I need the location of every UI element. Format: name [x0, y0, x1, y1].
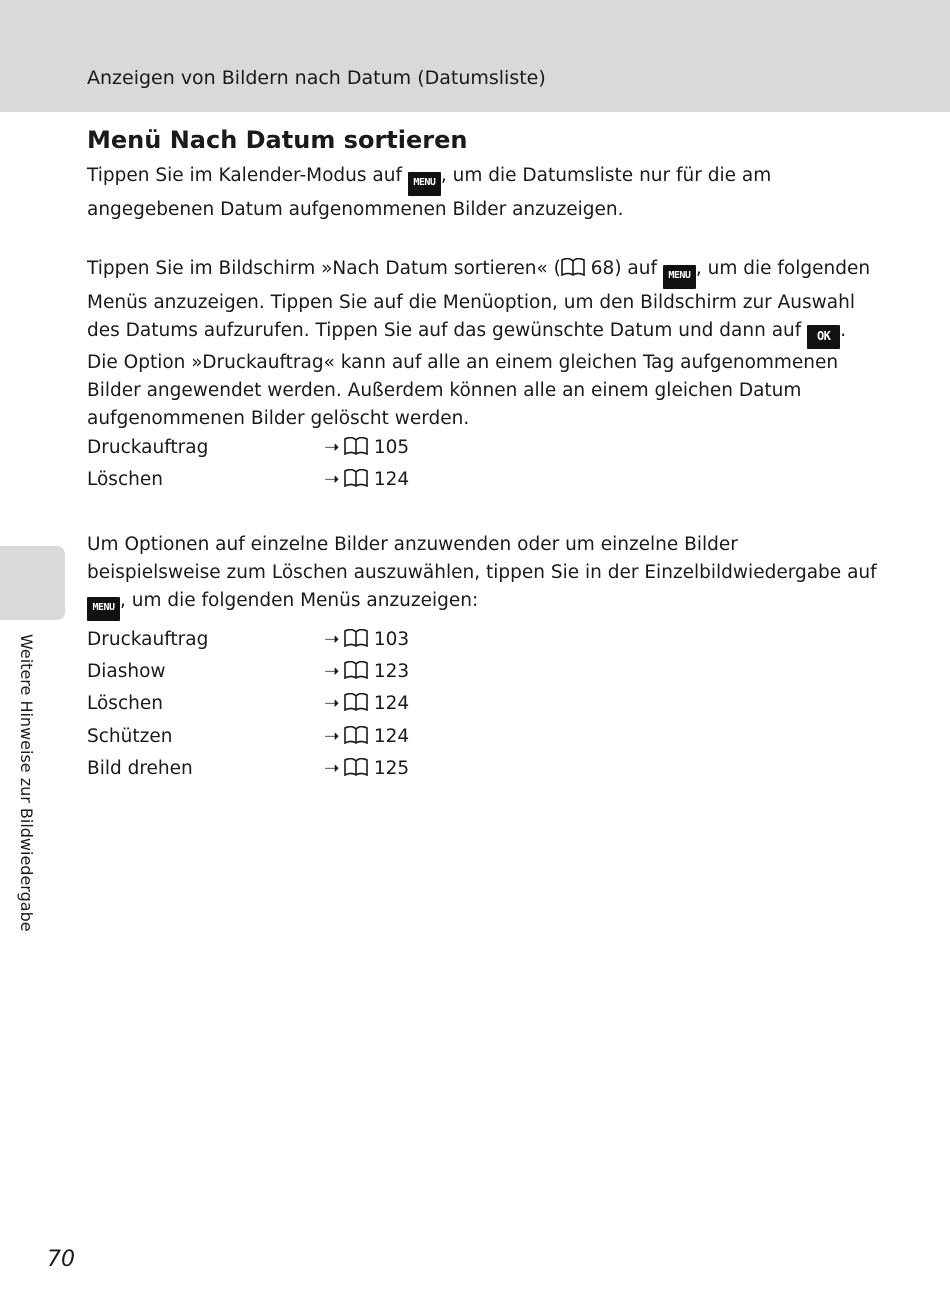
page-reference [324, 755, 409, 783]
sort-text-2: , um die folgenden Menüs anzuzeigen. Tippen Sie auf die Menüoption, um den Bildschirm zur Auswahl des Datums aufzurufen. Tippen Sie auf das gewünschte Datum und dann auf [87, 258, 871, 341]
list-item-label: Bild drehen [87, 757, 193, 779]
arrow-icon: ➝ [324, 725, 340, 747]
arrow-icon: ➝ [324, 693, 340, 715]
arrow-icon: ➝ [324, 629, 340, 650]
list-item-label: Druckauftrag [87, 437, 209, 458]
chapter-tab-label: Weitere Hinweise zur Bildwiedergabe [17, 634, 36, 932]
list-item [87, 434, 507, 466]
single-text-1: Um Optionen auf einzelne Bilder anzuwenden oder um einzelne Bilder beispielsweise zum Löschen auszuwählen, tippen Sie in der Einzelbildwiedergabe auf [87, 534, 877, 583]
page-number-ref: 103 [368, 629, 410, 650]
page-number: 70 [47, 1247, 75, 1272]
running-header: Anzeigen von Bildern nach Datum (Datumsliste) [87, 67, 546, 89]
intro-paragraph [87, 162, 877, 224]
menu-icon: MENU [87, 597, 120, 621]
page-reference [324, 434, 409, 462]
book-icon [561, 258, 585, 276]
page-reference [324, 658, 409, 686]
list-item [87, 658, 507, 690]
arrow-icon: ➝ [324, 757, 340, 779]
book-icon [344, 629, 368, 647]
list-item-label: Diashow [87, 661, 166, 683]
arrow-icon: ➝ [324, 437, 340, 458]
header-band [0, 0, 950, 112]
book-icon [344, 693, 368, 711]
sort-text-1: Tippen Sie im Bildschirm »Nach Datum sortieren« ( [87, 258, 561, 279]
page-number-ref: 124 [368, 469, 410, 491]
intro-text-2: , um die Datumsliste nur für die am angegebenen Datum aufgenommenen Bilder anzuzeigen. [87, 165, 772, 220]
sort-ref-text: 68) auf [584, 258, 663, 279]
list-item-label: Druckauftrag [87, 629, 209, 650]
page-reference [324, 626, 409, 654]
section-title: Menü Nach Datum sortieren [87, 126, 468, 154]
menu-icon: MENU [663, 265, 696, 289]
page-reference [324, 723, 409, 751]
arrow-icon: ➝ [324, 661, 340, 683]
single-text-2: , um die folgenden Menüs anzuzeigen: [120, 590, 479, 611]
menu-icon: MENU [408, 172, 441, 196]
book-icon [344, 661, 368, 679]
single-image-paragraph [87, 531, 877, 621]
chapter-tab [0, 546, 65, 620]
page-reference [324, 466, 409, 494]
page-number-ref: 123 [368, 661, 410, 683]
sort-text-3: . Die Option »Druckauftrag« kann auf alle an einem gleichen Tag aufgenommenen Bilder angewendet werden. Außerdem können alle an einem gleichen Datum aufgenommenen Bilder gelöscht werden. [87, 320, 847, 429]
list-item-label: Löschen [87, 469, 163, 491]
book-icon [344, 437, 368, 455]
book-icon [344, 726, 368, 744]
arrow-icon: ➝ [324, 469, 340, 491]
page-reference [324, 690, 409, 718]
page-number-ref: 124 [368, 693, 410, 715]
page-number-ref: 125 [368, 757, 410, 779]
list-item [87, 755, 507, 787]
intro-text-1: Tippen Sie im Kalender-Modus auf [87, 165, 408, 186]
date-menu-list [87, 434, 507, 498]
list-item [87, 723, 507, 755]
sort-menu-paragraph [87, 255, 877, 433]
list-item [87, 690, 507, 722]
book-icon [344, 758, 368, 776]
list-item [87, 466, 507, 498]
list-item [87, 626, 507, 658]
page-number-ref: 124 [368, 725, 410, 747]
page-number-ref: 105 [368, 437, 410, 458]
list-item-label: Löschen [87, 693, 163, 715]
single-image-menu-list [87, 626, 507, 787]
book-icon [344, 469, 368, 487]
ok-icon: OK [807, 325, 840, 349]
list-item-label: Schützen [87, 725, 173, 747]
